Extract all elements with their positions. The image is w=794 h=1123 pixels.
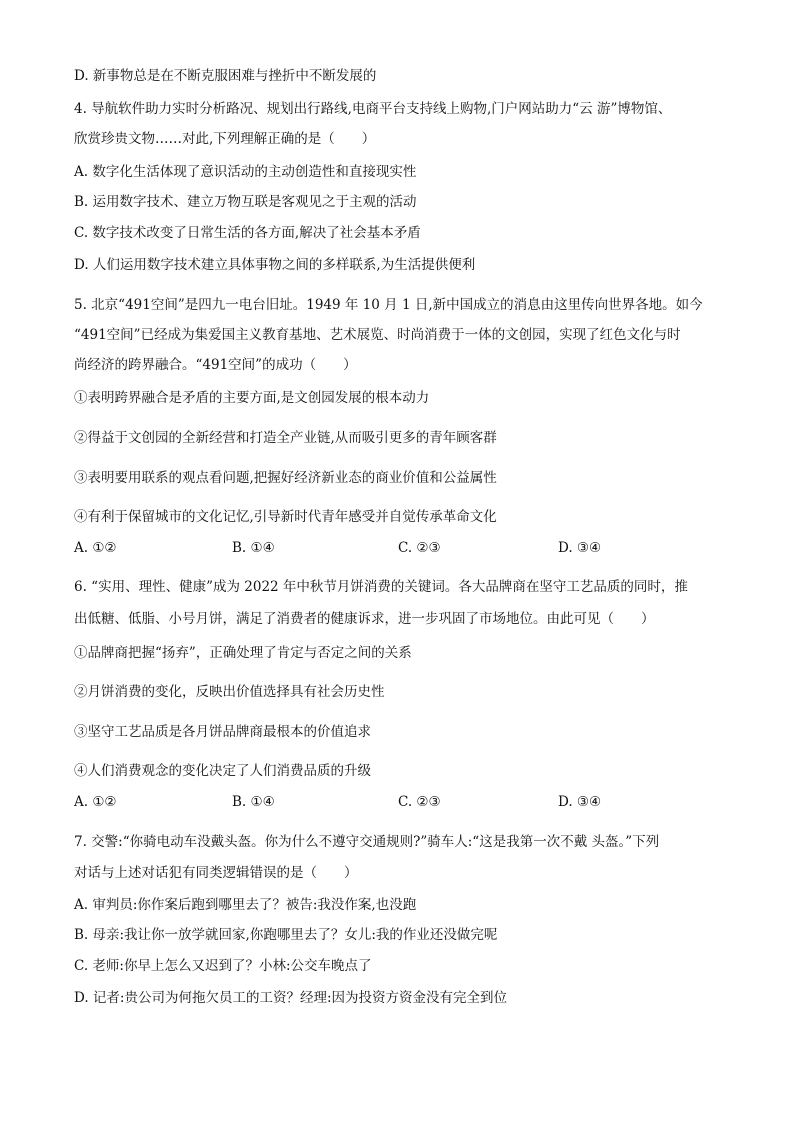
q7-option-d: D. 记者:贵公司为何拖欠员工的工资？经理:因为投资方资金没有完全到位	[74, 990, 508, 1006]
q6-stem-line-2: 出低糖、低脂、小号月饼，满足了消费者的健康诉求，进一步巩固了市场地位。由此可见（ ）	[74, 611, 655, 627]
q4-option-c: C. 数字技术改变了日常生活的各方面,解决了社会基本矛盾	[74, 225, 421, 241]
q5-item-1: ①表明跨界融合是矛盾的主要方面,是文创园发展的根本动力	[74, 390, 430, 406]
q6-choice-d: D. ③④	[558, 794, 602, 810]
q5-item-4: ④有利于保留城市的文化记忆,引导新时代青年感受并自觉传承革命文化	[74, 509, 497, 525]
q6-item-4: ④人们消费观念的变化决定了人们消费品质的升级	[74, 763, 371, 779]
q5-item-3: ③表明要用联系的观点看问题,把握好经济新业态的商业价值和公益属性	[74, 470, 497, 486]
q4-option-a: A. 数字化生活体现了意识活动的主动创造性和直接现实性	[74, 164, 417, 180]
q6-choice-c: C. ②③	[398, 794, 441, 810]
q6-choice-b: B. ①④	[232, 794, 275, 810]
q5-choice-c: C. ②③	[398, 540, 441, 556]
q3-option-d: D. 新事物总是在不断克服困难与挫折中不断发展的	[74, 68, 377, 84]
q7-stem-line-2: 对话与上述对话犯有同类逻辑错误的是（ ）	[74, 865, 358, 881]
q7-option-c: C. 老师:你早上怎么又迟到了？小林:公交车晚点了	[74, 958, 372, 974]
q5-choices	[74, 539, 734, 557]
q6-item-1: ①品牌商把握“扬弃”，正确处理了肯定与否定之间的关系	[74, 645, 412, 661]
q5-stem-line-2: “491空间”已经成为集爱国主义教育基地、艺术展览、时尚消费于一体的文创园，实现了红色文化与时	[74, 327, 681, 343]
q4-stem-line-1: 4. 导航软件助力实时分析路况、规划出行路线,电商平台支持线上购物,门户网站助力“云 游”博物馆、	[74, 101, 672, 117]
q5-choice-a: A. ①②	[74, 540, 117, 556]
q5-stem-line-3: 尚经济的跨界融合。“491空间”的成功（ ）	[74, 357, 357, 373]
q6-choice-a: A. ①②	[74, 794, 117, 810]
q7-stem-line-1: 7. 交警:“你骑电动车没戴头盔。你为什么不遵守交通规则?”骑车人:“这是我第一次不戴 头盔。”下列	[74, 834, 660, 850]
q6-stem-line-1: 6. “实用、理性、健康”成为 2022 年中秋节月饼消费的关键词。各大品牌商在坚守工艺品质的同时，推	[74, 579, 688, 595]
q5-choice-b: B. ①④	[232, 540, 275, 556]
q5-stem-line-1: 5. 北京“491空间”是四九一电台旧址。1949 年 10 月 1 日,新中国成立的消息由这里传向世界各地。如今	[74, 297, 703, 313]
q6-choices	[74, 793, 734, 811]
q5-item-2: ②得益于文创园的全新经营和打造全产业链,从而吸引更多的青年顾客群	[74, 430, 497, 446]
q4-option-d: D. 人们运用数字技术建立具体事物之间的多样联系,为生活提供便利	[74, 257, 476, 273]
q4-option-b: B. 运用数字技术、建立万物互联是客观见之于主观的活动	[74, 194, 417, 210]
q6-item-3: ③坚守工艺品质是各月饼品牌商最根本的价值追求	[74, 724, 371, 740]
q7-option-a: A. 审判员:你作案后跑到哪里去了？被告:我没作案,也没跑	[74, 897, 417, 913]
q5-choice-d: D. ③④	[558, 540, 602, 556]
q4-stem-line-2: 欣赏珍贵文物……对此,下列理解正确的是（ ）	[74, 131, 376, 147]
q7-option-b: B. 母亲:我让你一放学就回家,你跑哪里去了？女儿:我的作业还没做完呢	[74, 927, 498, 943]
q6-item-2: ②月饼消费的变化，反映出价值选择具有社会历史性	[74, 684, 385, 700]
